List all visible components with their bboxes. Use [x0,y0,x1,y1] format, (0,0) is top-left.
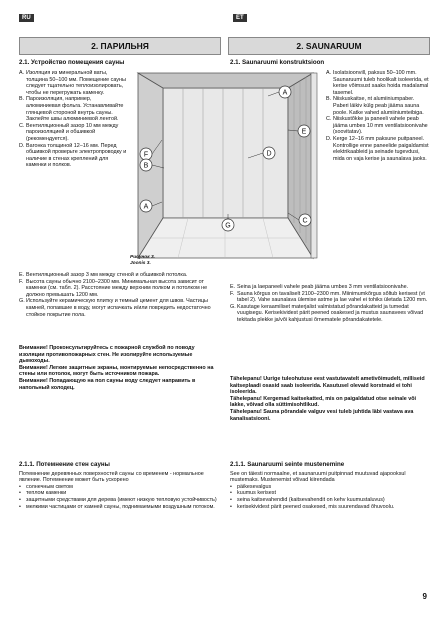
legend-text: Niiskuskaitse, nt alumiiniumpaber. Paberi läikiv külg peab jääma sauna poole. Katke vahed alumiiniumteibiga. [333,96,424,116]
bullet-text: защитными средствами для дерева (имеют низкую тепловую устойчивость) [26,496,217,503]
legend-key: F. [230,290,235,297]
ru-warnings [19,345,219,391]
bullet-icon: • [19,483,21,490]
svg-text:F: F [143,151,149,159]
figure-caption-ru: Рисунок 3. [130,255,155,260]
bullet-item [19,497,219,504]
legend-item [19,70,127,96]
legend-key: C. [326,116,332,123]
legend-item [230,284,430,291]
svg-text:E: E [301,128,307,136]
legend-key: B. [326,96,332,103]
svg-text:G: G [225,222,231,230]
bullet-icon: • [19,490,21,497]
et-section-title: 2.1. Saunaruumi konstruktsioon [230,59,325,66]
legend-key: A. [326,70,332,76]
legend-text: Kasutage keraamiliset materjalist valmistatud põrandakatteid ja tumedat vuugisegu. Kerisekividest pärit peened osakesed ja mustus saunavees võivad tekitada plekke ja/või kahjustusi õrnematele põrandakatetele. [237,303,424,323]
bullet-text: kuumus kerisest [237,490,276,497]
legend-item [19,96,127,122]
legend-text: Используйте керамическую плитку и темный цемент для швов. Частицы камней, попавшие в воду, могут испачкать и/или повредить недостаточно стойкое покрытие пола. [26,298,211,318]
legend-item [230,304,430,324]
legend-key: B. [19,96,25,103]
legend-key: G. [19,298,25,305]
legend-text: Вентиляционный зазор 10 мм между пароизоляцией и обшивкой (рекомендуется). [26,122,119,142]
bullet-item [230,504,430,511]
sauna-construction-figure [128,68,326,278]
bullet-text: теплом каменки [26,490,67,497]
bullet-item [19,504,219,511]
legend-text: Isolatsioonvill, paksus 50–100 mm. Saunaruumi tuleb hoolikalt isoleerida, et kerise võimsust saaks hoida madalamal tasemel. [333,70,429,96]
legend-text: Niiskustõkke ja paneeli vahele peab jääma umbes 10 mm ventilatsioonivahe (soovitatav). [333,116,428,136]
figure-caption [130,255,155,267]
et-subsection-title: 2.1.1. Saunaruumi seinte mustenemine [230,461,345,468]
page-number: 9 [422,592,427,601]
legend-item [230,291,430,304]
legend-item [19,143,127,169]
bullet-item [19,490,219,497]
figure-caption-et: Joonis 3. [130,261,151,266]
bullet-item [230,484,430,491]
legend-key: A. [19,70,25,76]
ru-section-title: 2.1. Устройство помещения сауны [19,59,125,66]
legend-text: Seina ja laepaneeli vahele peab jääma umbes 3 mm ventilatsioonivahe. [237,284,409,290]
bullet-item [230,490,430,497]
et-items-wide [230,284,430,324]
ru-subsection-title: 2.1.1. Потемнение стен сауны [19,461,110,468]
et-warning-1: Tähelepanu! Uurige tuleohutuse eest vastutavatelt ametivõimudelt, milliseid kaitseplaadi osasid saab isoleerida. Kasutusel olevaid korstnaid ei tohi isoleerida. [230,376,425,396]
ru-subsection [19,462,219,510]
bullet-item [230,497,430,504]
legend-text: Изоляция из минеральной ваты, толщина 50–100 мм. Помещение сауны следует тщательно теплоизолировать, чтобы не перегружать каменку. [26,70,126,96]
lang-badge-et: ET [233,14,247,22]
bullet-text: päikesevalgus [237,483,272,490]
legend-item [19,298,219,318]
legend-text: Вагонка толщиной 12–16 мм. Перед обшивкой проверьте электропроводку и наличие в стенах креплений для каменки и полков. [26,142,127,169]
legend-text: Вентиляционный зазор 3 мм между стеной и обшивкой потолка. [26,272,188,278]
svg-text:D: D [266,150,272,158]
legend-item [326,96,430,116]
bullet-icon: • [19,503,21,510]
bullet-text: солнечным светом [26,483,73,490]
bullet-text: seina kaitsevahendid (kaitsevahendit on kehv kuumustaluvus) [237,496,385,503]
ru-header: 2. ПАРИЛЬНЯ [19,37,221,55]
svg-text:B: B [143,162,149,170]
et-subsection [230,462,430,510]
ru-subsection-text: Потемнение деревянных поверхностей сауны со временем - нормальное явление. Потемнение может быть ускорено [19,470,204,484]
bullet-icon: • [230,496,232,503]
svg-text:A: A [143,203,149,211]
ru-items-narrow [19,70,127,169]
bullet-icon: • [230,490,232,497]
et-warnings [230,376,430,422]
et-items-narrow [326,70,430,162]
svg-text:C: C [302,217,308,225]
legend-key: C. [19,122,25,129]
ru-warning-1: Внимание! Проконсультируйтесь с пожарной службой по поводу изоляции противопожарных стен. Не изолируйте используемые дымоходы. [19,345,195,365]
bullet-item [19,484,219,491]
et-warning-2: Tähelepanu! Kergemad kaitsekatted, mis on paigaldatud otse seinale või lakke, võivad olla süttimisohtlikud. [230,395,417,409]
legend-item [19,279,219,299]
legend-item [326,70,430,96]
legend-text: Sauna kõrgus on tavaliselt 2100–2300 mm. Miinimumkõrgus sõltub kerisest (vt tabel 2). Vahe saunalava ülemise astme ja lae vahel ei tohiks ületada 1200 mm. [237,290,428,304]
legend-item [326,136,430,162]
bullet-icon: • [19,496,21,503]
ru-warning-3: Внимание! Попадающую на пол сауны воду следует направить в напольный колодец. [19,377,196,391]
ru-items-wide [19,272,219,318]
legend-item [326,116,430,136]
legend-key: E. [19,272,25,278]
bullet-text: kerisekividest pärit peened osakesed, mis suurendavad õhuvoolu. [237,503,395,510]
legend-key: D. [19,142,25,149]
svg-text:A: A [282,89,288,97]
legend-key: E. [230,284,236,290]
bullet-icon: • [230,503,232,510]
et-subsection-text: See on täiesti normaalne, et saunaruumi puitpinnad muutuvad ajapooksul mustemaks. Mustenemist võivad kiirendada [230,470,406,484]
et-warning-3: Tähelepanu! Sauna põrandale valguv vesi tuleb juhtida läbi vastava ava kanalisatsiooni. [230,408,414,422]
bullet-icon: • [230,483,232,490]
bullet-text: мелкими частицами от камней сауны, поднимаемыми воздушным потоком. [26,503,215,510]
legend-text: Высота сауны обычно 2100–2300 мм. Минимальная высота зависит от каменки (см. табл. 2). Расстояние между верхним полком и потолком не должно превышать 1200 мм. [26,278,208,298]
et-header: 2. SAUNARUUM [228,37,430,55]
legend-key: F. [19,278,24,285]
legend-text: Kerge 12–16 mm paksune puitpaneel. Kontrollige enne paneelide paigaldamist elektrikaableid ja seinade tugevdusi, mida on vaja kerise ja saunalava jaoks. [333,135,429,162]
legend-text: Пароизоляция, например, алюминиевая фольга. Устанавливайте глянцевой стороной внутрь сауны. Заклейте швы алюминиевой лентой. [26,96,124,123]
legend-key: D. [326,135,332,142]
legend-item [19,123,127,143]
lang-badge-ru: RU [19,14,34,22]
legend-key: G. [230,303,236,310]
ru-warning-2: Внимание! Легкие защитные экраны, монтируемые непосредственно на стены или потолок, могут быть источником пожара. [19,364,214,378]
